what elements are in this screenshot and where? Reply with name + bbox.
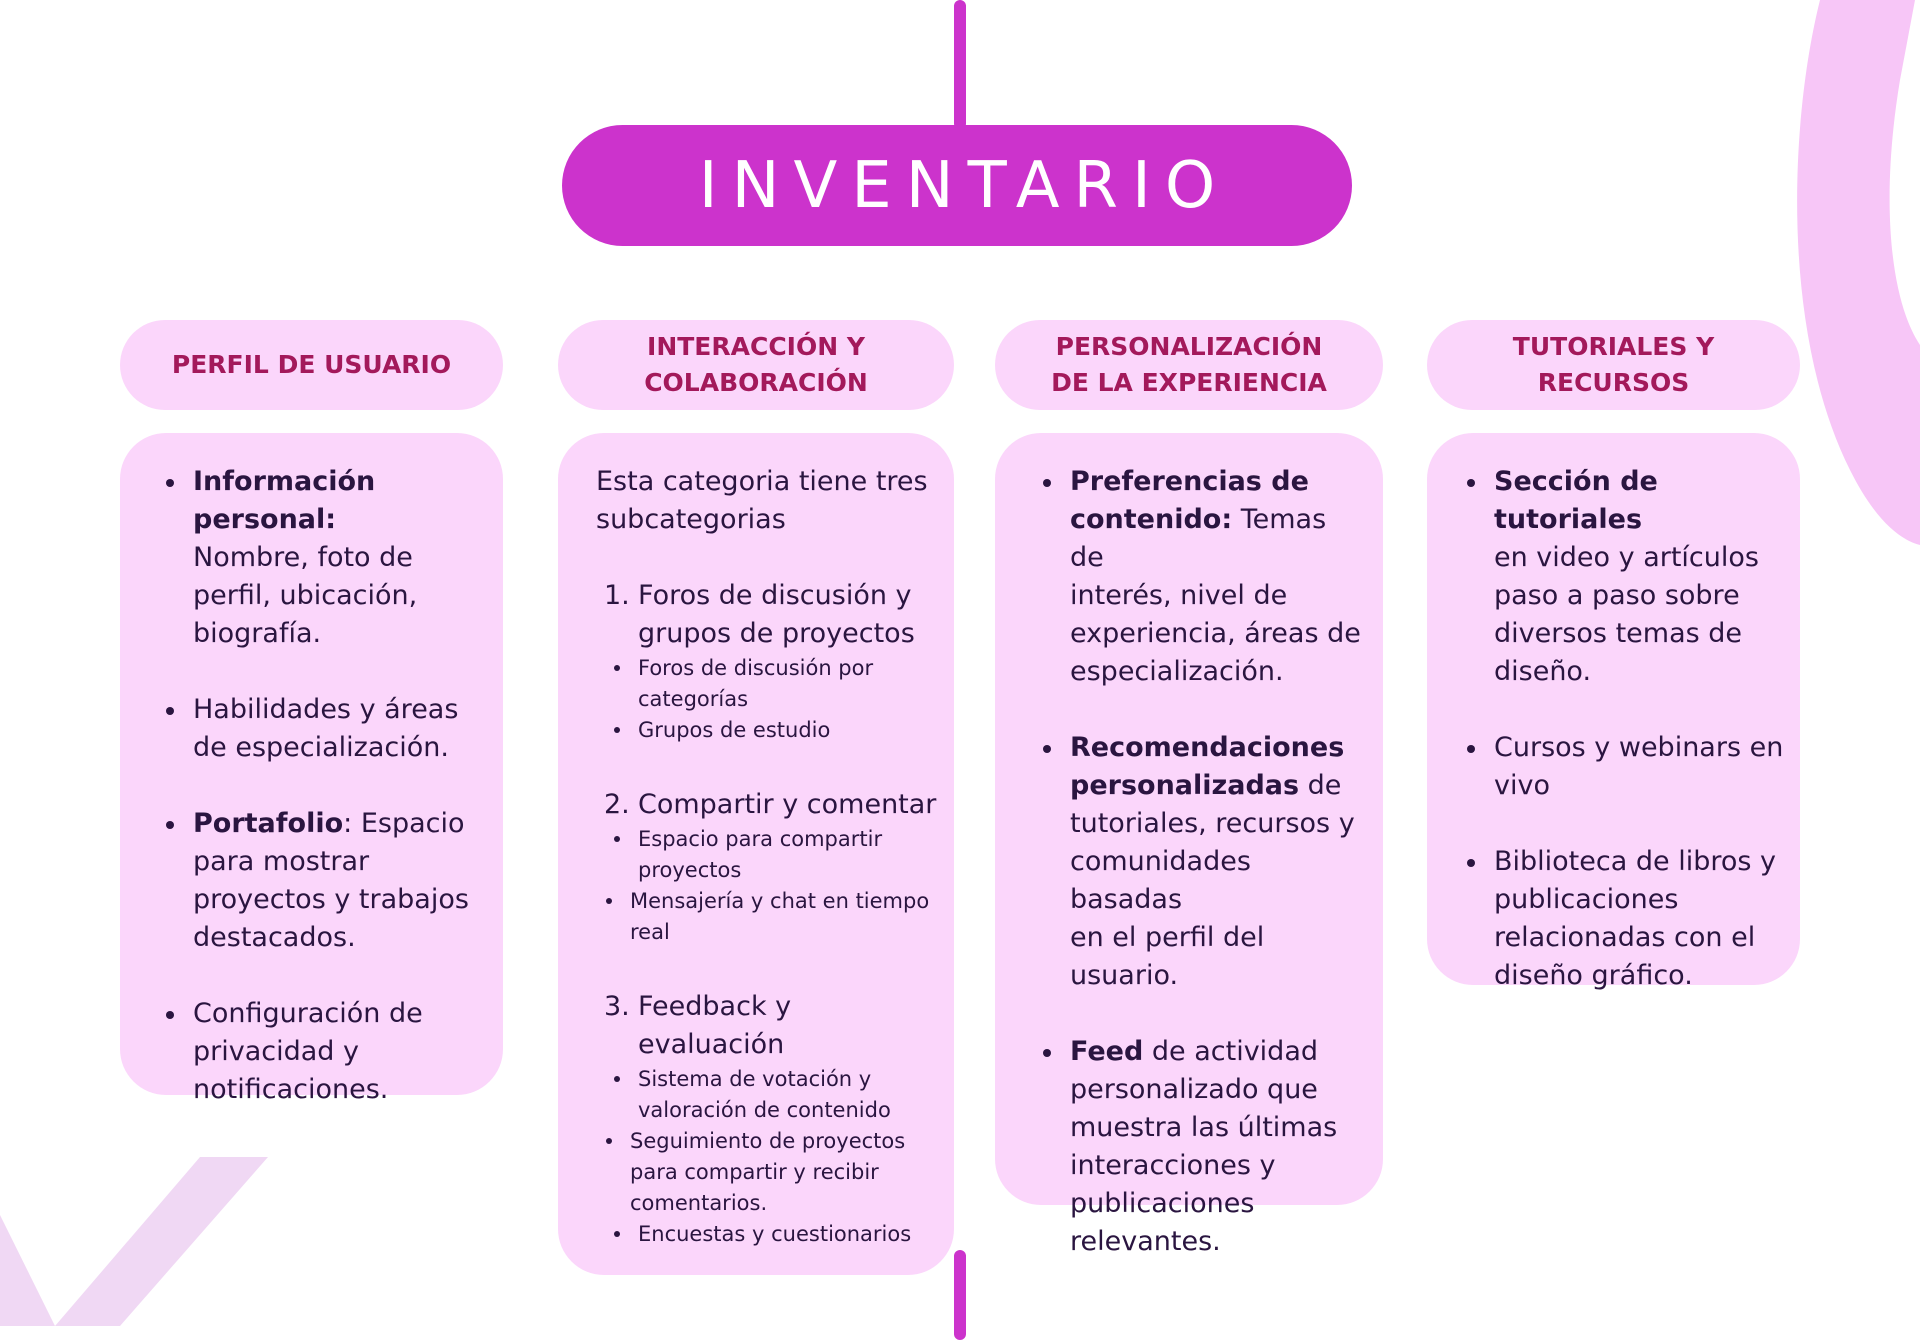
item-text-line: en el perfil del bbox=[1070, 922, 1265, 953]
item-text-line: Temas de bbox=[1070, 504, 1327, 573]
sub-list-item bbox=[630, 886, 938, 948]
sub-list-item bbox=[638, 1219, 938, 1250]
header-line: INTERACCIÓN Y bbox=[647, 332, 865, 361]
sub-item-line: Seguimiento de proyectos bbox=[630, 1129, 906, 1153]
header-line: COLABORACIÓN bbox=[644, 368, 868, 397]
header-perfil-de-usuario bbox=[120, 320, 503, 410]
sub-item-line: Espacio para compartir bbox=[638, 827, 883, 851]
list-item bbox=[193, 995, 483, 1109]
item-text-line: de especialización. bbox=[193, 732, 449, 763]
card-perfil-de-usuario bbox=[120, 433, 503, 1105]
item-text-line: diversos temas de bbox=[1494, 618, 1743, 649]
section-number: 1. bbox=[604, 580, 630, 611]
item-text-line: Habilidades y áreas bbox=[193, 694, 459, 725]
section-title-line: grupos de proyectos bbox=[638, 618, 915, 649]
card-interaccion-colaboracion bbox=[558, 433, 954, 1275]
list-item bbox=[1494, 843, 1784, 995]
list-item bbox=[1070, 729, 1363, 995]
intro-line: subcategorias bbox=[596, 504, 786, 535]
item-text-line: de actividad bbox=[1143, 1036, 1319, 1067]
sub-item-line: para compartir y recibir bbox=[630, 1160, 879, 1184]
item-text-line: Cursos y webinars en bbox=[1494, 732, 1784, 763]
list-item bbox=[193, 691, 483, 767]
sub-item-line: categorías bbox=[638, 687, 749, 711]
header-label bbox=[1513, 329, 1714, 401]
sub-item-line: Grupos de estudio bbox=[638, 718, 831, 742]
item-text-line: paso a paso sobre bbox=[1494, 580, 1740, 611]
intro-line: Esta categoria tiene tres bbox=[596, 466, 928, 497]
list-item bbox=[193, 463, 483, 653]
header-tutoriales-recursos bbox=[1427, 320, 1800, 410]
title-banner bbox=[562, 125, 1352, 246]
item-text-line: personalizado que bbox=[1070, 1074, 1318, 1105]
item-text-line: usuario. bbox=[1070, 960, 1179, 991]
item-text-line: vivo bbox=[1494, 770, 1550, 801]
item-text-line: perfil, ubicación, bbox=[193, 580, 418, 611]
item-text-line: publicaciones bbox=[1070, 1188, 1255, 1219]
item-text-line: Configuración de bbox=[193, 998, 423, 1029]
item-text-line: en video y artículos bbox=[1494, 542, 1759, 573]
header-label: PERFIL DE USUARIO bbox=[171, 350, 452, 379]
item-text-line: especialización. bbox=[1070, 656, 1284, 687]
section-title-line: Feedback y bbox=[638, 991, 792, 1022]
section-title-line: Foros de discusión y bbox=[638, 580, 912, 611]
intro-text bbox=[596, 463, 938, 539]
sub-item-line: Encuestas y cuestionarios bbox=[638, 1222, 912, 1246]
item-text-line: proyectos y trabajos bbox=[193, 884, 469, 915]
page-title: INVENTARIO bbox=[698, 148, 1230, 223]
section-title-line: evaluación bbox=[638, 1029, 785, 1060]
item-text-line: notificaciones. bbox=[193, 1074, 389, 1105]
item-text-line: biografía. bbox=[193, 618, 322, 649]
item-text-line: de bbox=[1299, 770, 1342, 801]
item-text-line: privacidad y bbox=[193, 1036, 359, 1067]
list-item bbox=[193, 805, 483, 957]
item-text-line: Biblioteca de libros y bbox=[1494, 846, 1776, 877]
header-line: PERSONALIZACIÓN bbox=[1055, 332, 1323, 361]
item-text-line: para mostrar bbox=[193, 846, 370, 877]
header-line: RECURSOS bbox=[1537, 368, 1690, 397]
item-text-line: Nombre, foto de bbox=[193, 542, 413, 573]
item-bold-label: Portafolio bbox=[193, 808, 344, 839]
item-bold-label: personalizadas bbox=[1070, 770, 1300, 801]
numbered-section bbox=[596, 577, 938, 653]
item-text-line: comunidades basadas bbox=[1070, 846, 1251, 915]
item-bold-label: contenido: bbox=[1070, 504, 1233, 535]
sub-list-item bbox=[630, 1126, 938, 1219]
item-text-line: relevantes. bbox=[1070, 1226, 1221, 1257]
header-line: TUTORIALES Y bbox=[1512, 332, 1715, 361]
header-label bbox=[644, 329, 868, 401]
card-personalizacion bbox=[995, 433, 1383, 1257]
section-number: 3. bbox=[604, 991, 630, 1022]
numbered-section bbox=[596, 988, 938, 1064]
item-bold-label: Feed bbox=[1070, 1036, 1144, 1067]
item-text-line: : Espacio bbox=[343, 808, 465, 839]
item-text-line: relacionadas con el bbox=[1494, 922, 1756, 953]
connector-line-top bbox=[954, 0, 966, 130]
header-label bbox=[1051, 329, 1327, 401]
item-bold-label: Información personal: bbox=[193, 466, 376, 535]
sub-item-line: real bbox=[630, 920, 670, 944]
sub-item-line: Sistema de votación y bbox=[638, 1067, 872, 1091]
header-line: DE LA EXPERIENCIA bbox=[1051, 368, 1327, 397]
item-text-line: tutoriales, recursos y bbox=[1070, 808, 1355, 839]
list-item bbox=[1494, 463, 1784, 691]
item-bold-label: Recomendaciones bbox=[1070, 732, 1345, 763]
item-text-line: publicaciones bbox=[1494, 884, 1679, 915]
item-text-line: interacciones y bbox=[1070, 1150, 1276, 1181]
numbered-section bbox=[596, 786, 938, 824]
list-item bbox=[1494, 729, 1784, 805]
sub-list-item bbox=[638, 653, 938, 715]
connector-line-bottom bbox=[954, 1250, 966, 1340]
decorative-arc-right bbox=[1780, 0, 1920, 560]
item-text-line: diseño. bbox=[1494, 656, 1592, 687]
sub-item-line: Mensajería y chat en tiempo bbox=[630, 889, 930, 913]
item-bold-label: Sección de tutoriales bbox=[1494, 466, 1658, 535]
sub-list-item bbox=[638, 824, 938, 886]
item-text-line: interés, nivel de bbox=[1070, 580, 1288, 611]
item-text-line: diseño gráfico. bbox=[1494, 960, 1693, 991]
header-personalizacion bbox=[995, 320, 1383, 410]
item-bold-label: Preferencias de bbox=[1070, 466, 1309, 497]
section-number: 2. bbox=[604, 789, 630, 820]
item-text-line: experiencia, áreas de bbox=[1070, 618, 1361, 649]
sub-item-line: Foros de discusión por bbox=[638, 656, 874, 680]
card-tutoriales-recursos bbox=[1427, 433, 1800, 991]
header-interaccion-colaboracion bbox=[558, 320, 954, 410]
item-text-line: destacados. bbox=[193, 922, 356, 953]
sub-item-line: proyectos bbox=[638, 858, 742, 882]
list-item bbox=[1070, 1033, 1363, 1261]
sub-list-item bbox=[638, 1064, 938, 1126]
sub-item-line: comentarios. bbox=[630, 1191, 768, 1215]
sub-list-item bbox=[638, 715, 938, 746]
decorative-chevron-bottom-left bbox=[0, 1155, 270, 1326]
list-item bbox=[1070, 463, 1363, 691]
item-text-line: muestra las últimas bbox=[1070, 1112, 1338, 1143]
section-title-line: Compartir y comentar bbox=[638, 789, 937, 820]
sub-item-line: valoración de contenido bbox=[638, 1098, 891, 1122]
